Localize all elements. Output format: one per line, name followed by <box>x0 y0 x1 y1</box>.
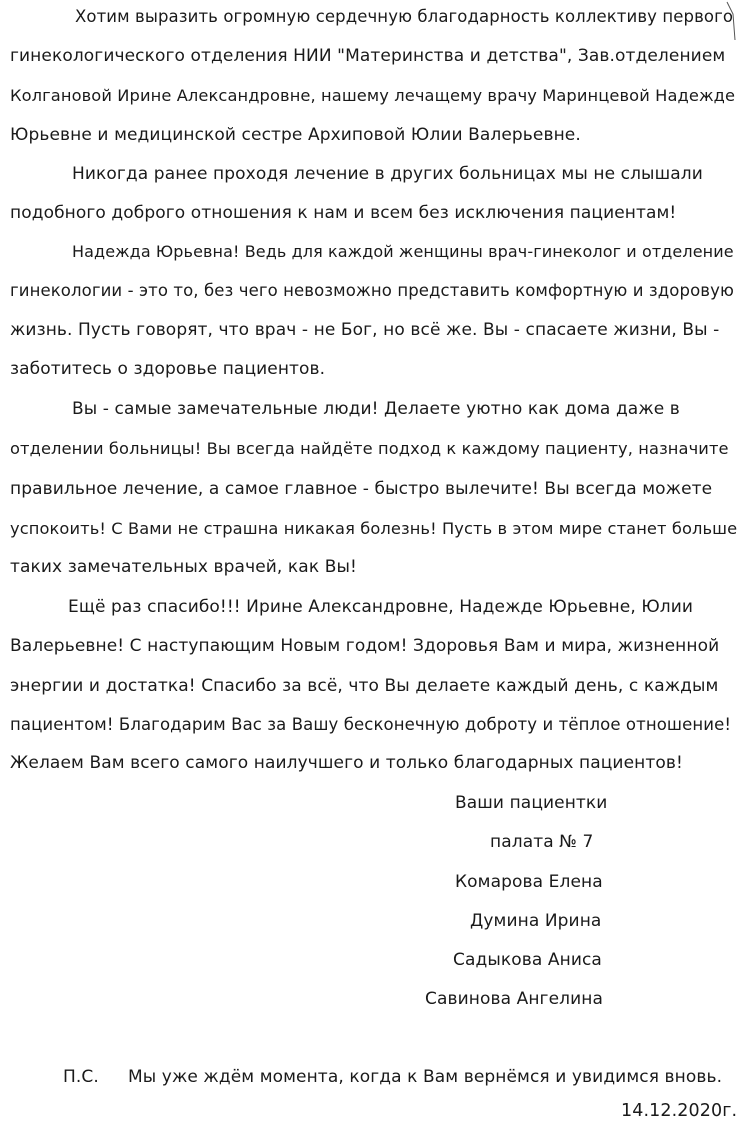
text-line: Хотим выразить огромную сердечную благодарность коллективу первого <box>75 7 734 26</box>
text-line: правильное лечение, а самое главное - быстро вылечите! Вы всегда можете <box>10 479 713 499</box>
text-line: гинекологического отделения НИИ "Материнства и детства", Зав.отделением <box>10 46 726 66</box>
signature-name: Садыкова Аниса <box>453 950 602 970</box>
text-line: Надежда Юрьевна! Ведь для каждой женщины врач-гинеколог и отделение <box>72 242 734 261</box>
text-line: успокоить! С Вами не страшна никакая болезнь! Пусть в этом мире станет больше <box>10 519 738 538</box>
postscript-label: П.С. <box>63 1067 99 1087</box>
text-line: Желаем Вам всего самого наилучшего и только благодарных пациентов! <box>10 753 683 773</box>
signature-name: Думина Ирина <box>470 911 602 931</box>
text-line: Колгановой Ирине Александровне, нашему лечащему врачу Маринцевой Надежде <box>10 86 736 105</box>
text-line: гинекологии - это то, без чего невозможно представить комфортную и здоровую <box>10 281 734 300</box>
text-line: жизнь. Пусть говорят, что врач - не Бог, но всё же. Вы - спасаете жизни, Вы - <box>10 320 720 340</box>
signature-from: Ваши пациентки <box>455 793 608 813</box>
text-line: Вы - самые замечательные люди! Делаете уютно как дома даже в <box>72 399 680 419</box>
postscript-text: Мы уже ждём момента, когда к Вам вернёмся и увидимся вновь. <box>128 1067 723 1087</box>
text-line: Юрьевне и медицинской сестре Архиповой Юлии Валерьевне. <box>10 125 581 145</box>
text-line: Валерьевне! С наступающим Новым годом! Здоровья Вам и мира, жизненной <box>10 636 720 656</box>
text-line: энергии и достатка! Спасибо за всё, что Вы делаете каждый день, с каждым <box>10 676 719 696</box>
text-line: пациентом! Благодарим Вас за Вашу бесконечную доброту и тёплое отношение! <box>10 715 732 734</box>
text-line: подобного доброго отношения к нам и всем без исключения пациентам! <box>10 203 677 223</box>
text-line: таких замечательных врачей, как Вы! <box>10 557 357 577</box>
text-line: Никогда ранее проходя лечение в других больницах мы не слышали <box>72 164 703 184</box>
text-line: отделении больницы! Вы всегда найдёте подход к каждому пациенту, назначите <box>10 439 729 458</box>
text-line: заботитесь о здоровье пациентов. <box>10 359 326 379</box>
text-line: Ещё раз спасибо!!! Ирине Александровне, Надежде Юрьевне, Юлии <box>68 597 694 617</box>
letter-date: 14.12.2020г. <box>621 1101 738 1121</box>
signature-ward: палата № 7 <box>490 832 594 852</box>
signature-name: Комарова Елена <box>455 872 603 892</box>
signature-name: Савинова Ангелина <box>425 989 603 1009</box>
